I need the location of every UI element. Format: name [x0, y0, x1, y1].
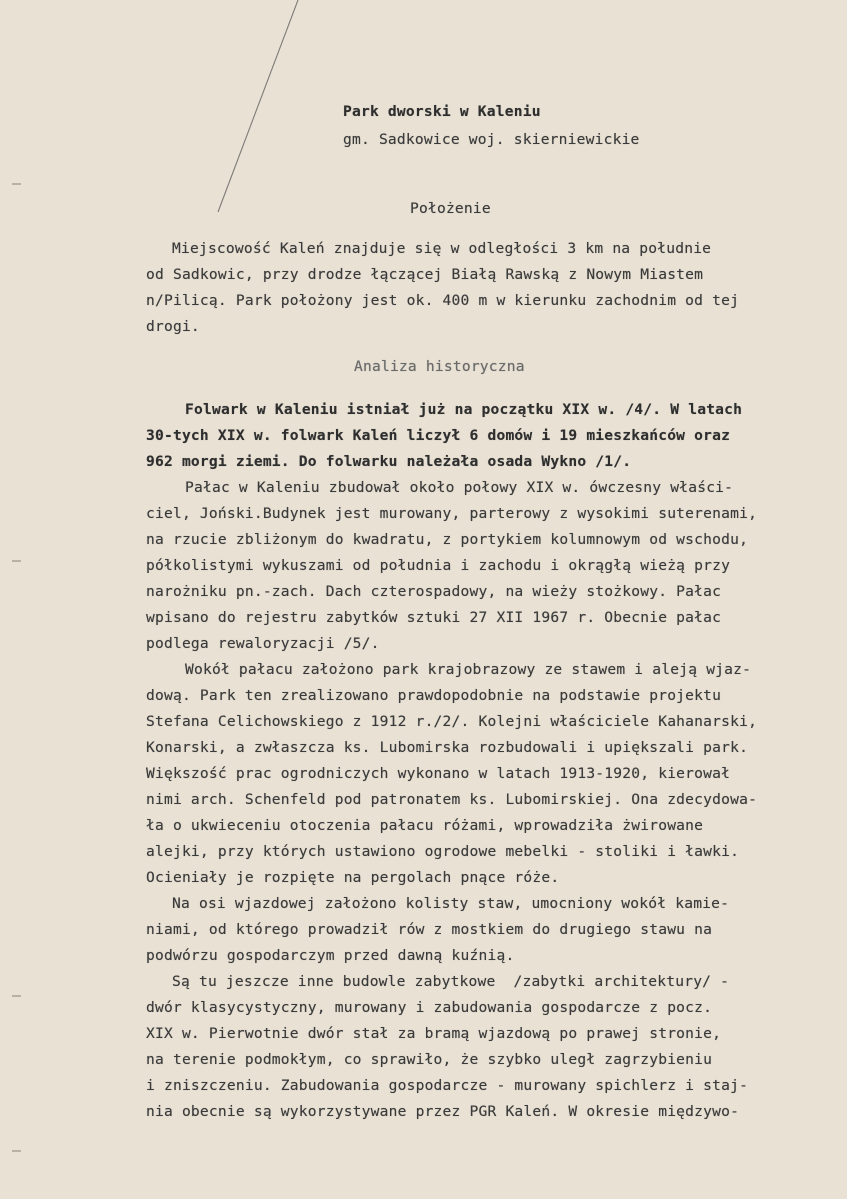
text-line: n/Pilicą. Park położony jest ok. 400 m w kierunku zachodnim od tej	[146, 292, 740, 309]
text-line: drogi.	[146, 318, 200, 335]
section-heading-location: Położenie	[410, 200, 491, 217]
text-line: półkolistymi wykuszami od południa i zachodu i okrągłą wieżą przy	[146, 557, 731, 574]
text-line: alejki, przy których ustawiono ogrodowe mebelki - stoliki i ławki.	[146, 843, 740, 860]
text-line: Na osi wjazdowej założono kolisty staw, umocniony wokół kamie-	[172, 895, 730, 912]
text-line: Większość prac ogrodniczych wykonano w latach 1913-1920, kierował	[146, 765, 731, 782]
text-line: 962 morgi ziemi. Do folwarku należała osada Wykno /1/.	[146, 453, 632, 470]
text-line: podwórzu gospodarczym przed dawną kuźnią.	[146, 947, 515, 964]
text-line: i zniszczeniu. Zabudowania gospodarcze - murowany spichlerz i staj-	[146, 1077, 749, 1094]
text-line: wpisano do rejestru zabytków sztuki 27 XII 1967 r. Obecnie pałac	[146, 609, 722, 626]
section-heading-history: Analiza historyczna	[354, 358, 525, 375]
document-title: Park dworski w Kaleniu	[343, 103, 541, 120]
punch-mark	[12, 1150, 21, 1152]
text-line: nia obecnie są wykorzystywane przez PGR Kaleń. W okresie międzywo-	[146, 1103, 740, 1120]
punch-mark	[12, 560, 21, 562]
text-line: Pałac w Kaleniu zbudował około połowy XIX w. ówczesny właści-	[185, 479, 734, 496]
text-line: od Sadkowic, przy drodze łączącej Białą Rawską z Nowym Miastem	[146, 266, 704, 283]
text-line: narożniku pn.-zach. Dach czterospadowy, na wieży stożkowy. Pałac	[146, 583, 722, 600]
text-line: na terenie podmokłym, co sprawiło, że szybko uległ zagrzybieniu	[146, 1051, 713, 1068]
text-line: Konarski, a zwłaszcza ks. Lubomirska rozbudowali i upiększali park.	[146, 739, 749, 756]
text-line: dową. Park ten zrealizowano prawdopodobnie na podstawie projektu	[146, 687, 722, 704]
text-line: na rzucie zbliżonym do kwadratu, z portykiem kolumnowym od wschodu,	[146, 531, 749, 548]
text-line: Folwark w Kaleniu istniał już na początku XIX w. /4/. W latach	[185, 401, 743, 418]
document-subtitle: gm. Sadkowice woj. skierniewickie	[343, 131, 640, 148]
text-line: Stefana Celichowskiego z 1912 r./2/. Kolejni właściciele Kahanarski,	[146, 713, 758, 730]
text-line: Ocieniały je rozpięte na pergolach pnące róże.	[146, 869, 560, 886]
text-line: nimi arch. Schenfeld pod patronatem ks. Lubomirskiej. Ona zdecydowa-	[146, 791, 758, 808]
text-line: 30-tych XIX w. folwark Kaleń liczył 6 domów i 19 mieszkańców oraz	[146, 427, 731, 444]
text-line: podlega rewaloryzacji /5/.	[146, 635, 380, 652]
punch-mark	[12, 183, 21, 185]
text-line: Są tu jeszcze inne budowle zabytkowe /zabytki architektury/ -	[172, 973, 730, 990]
text-line: dwór klasycystyczny, murowany i zabudowania gospodarcze z pocz.	[146, 999, 713, 1016]
text-line: Miejscowość Kaleń znajduje się w odległości 3 km na południe	[172, 240, 712, 257]
punch-mark	[12, 995, 21, 997]
text-line: ła o ukwieceniu otoczenia pałacu różami, wprowadziła żwirowane	[146, 817, 704, 834]
text-line: niami, od którego prowadził rów z mostkiem do drugiego stawu na	[146, 921, 713, 938]
text-line: Wokół pałacu założono park krajobrazowy ze stawem i aleją wjaz-	[185, 661, 752, 678]
text-line: XIX w. Pierwotnie dwór stał za bramą wjazdową po prawej stronie,	[146, 1025, 722, 1042]
text-line: ciel, Joński.Budynek jest murowany, parterowy z wysokimi suterenami,	[146, 505, 758, 522]
